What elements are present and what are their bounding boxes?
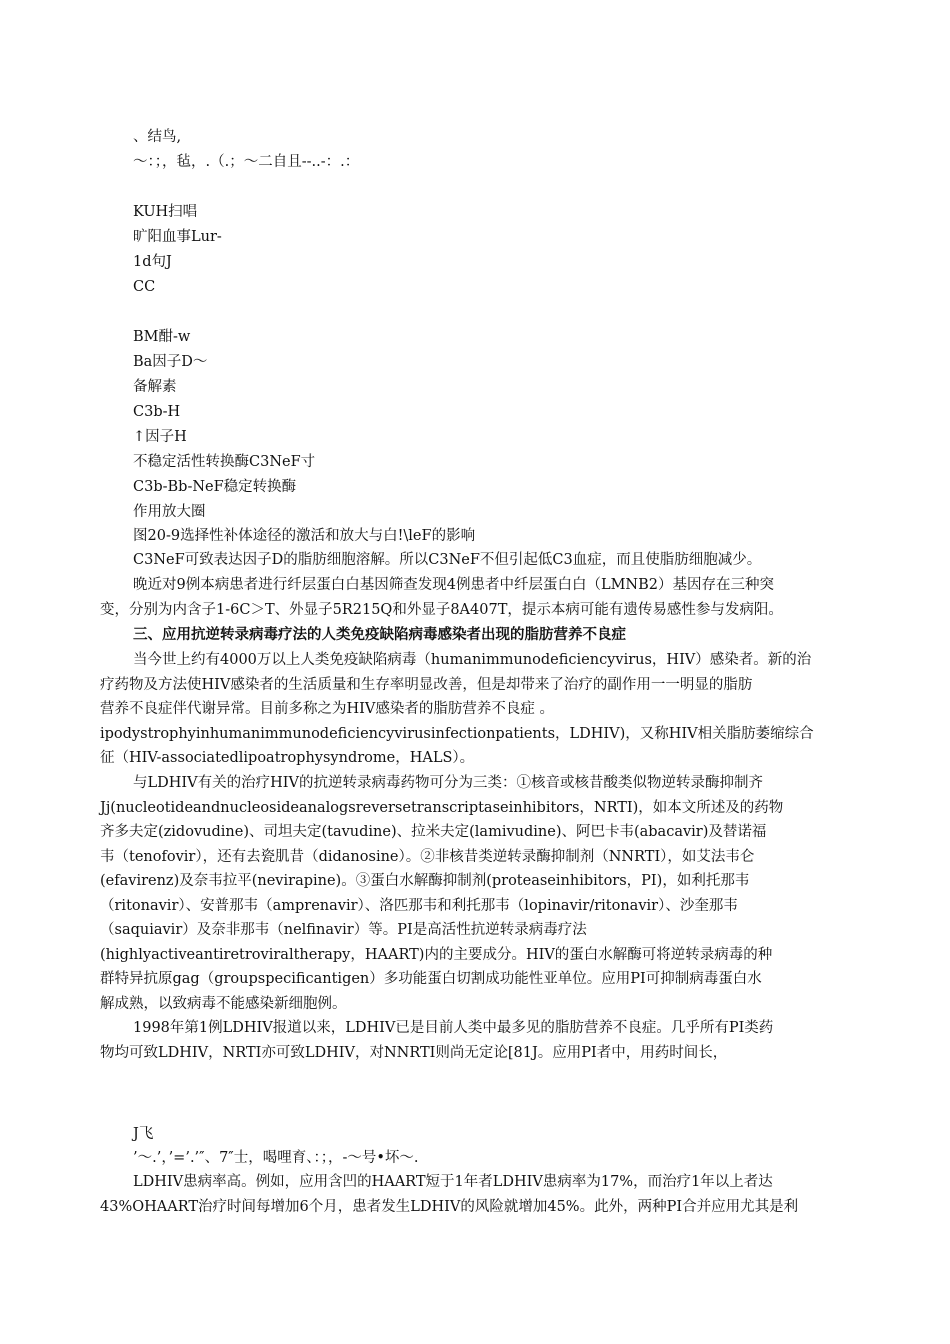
- paragraph-line: ipodystrophyinhumanimmunodeficiencyvirusinfectionpatients，LDHIV)，又称HIV相关脂肪萎缩综合: [100, 725, 814, 742]
- fragment-line: J飞: [133, 1126, 154, 1142]
- paragraph-line: （ritonavir）、安普那韦（amprenavir）、洛匹那韦和利托那韦（lopinavir/ritonavir）、沙奎那韦: [100, 897, 738, 914]
- paragraph-line: （saquiavir）及奈非那韦（nelfinavir）等。PI是高活性抗逆转录病毒疗法: [100, 922, 587, 938]
- fragment-line: Ba因子D～: [133, 354, 208, 370]
- paragraph-line: 当今世上约有4000万以上人类免疫缺陷病毒（humanimmunodeficiencyvirus，HIV）感染者。新的治: [133, 652, 812, 668]
- section-heading: 三、应用抗逆转录病毒疗法的人类免疫缺陷病毒感染者出现的脂肪营养不良症: [133, 627, 626, 643]
- paragraph-prevalence: [100, 1170, 798, 1219]
- paragraph-lmnb2: [100, 573, 783, 622]
- fragment-line: 、结鸟,: [133, 129, 182, 145]
- paragraph-line: LDHIV患病率高。例如，应用含凹的HAART短于1年者LDHIV患病率为17%，而治疗1年以上者达: [133, 1174, 773, 1190]
- fragment-line: 作用放大圈: [133, 504, 206, 520]
- paragraph-line: 晚近对9例本病患者进行纤层蛋白白基因筛查发现4例患者中纤层蛋白白（LMNB2）基因存在三种突: [133, 577, 774, 593]
- paragraph-line: 解成熟，以致病毒不能感染新细胞例。: [100, 995, 347, 1012]
- paragraph-line: 韦（tenofovir），还有去瓷肌昔（didanosine）。②非核昔类逆转录酶抑制剂（NNRTI），如艾法韦仑: [100, 848, 755, 865]
- fragment-line: 备解素: [133, 379, 177, 395]
- fragment-line: 1d句J: [133, 254, 172, 270]
- paragraph-line: C3NeF可致表达因子D的脂肪细胞溶解。所以C3NeF不但引起低C3血症，而且使脂肪细胞减少。: [133, 552, 762, 568]
- paragraph-line: 43%OHAART治疗时间每增加6个月，患者发生LDHIV的风险就增加45%。此外，两种PI合并应用尤其是利: [100, 1198, 799, 1215]
- fragment-line: 不稳定活性转换酶C3NeF寸: [133, 454, 316, 470]
- fragment-line: C3b-H: [133, 404, 181, 420]
- paragraph-line: 群特异抗原gag（groupspecificantigen）多功能蛋白切割成功能性亚单位。应用PI可抑制病毒蛋白水: [100, 971, 762, 987]
- paragraph-hiv-intro: [100, 648, 814, 771]
- fragment-line: KUH扫唱: [133, 204, 198, 220]
- paragraph-line: Jj(nucleotideandnucleosideanalogsreversetranscriptaseinhibitors，NRTI)，如本文所述及的药物: [100, 799, 784, 816]
- paragraph-c3nef: [133, 548, 761, 573]
- paragraph-line: 征（HIV-associatedlipoatrophysyndrome，HALS）。: [100, 750, 475, 766]
- paragraph-line: 齐多夫定(zidovudine)、司坦夫定(tavudine)、拉米夫定(lamivudine)、阿巴卡韦(abacavir)及替诺福: [100, 824, 767, 840]
- paragraph-line: 1998年第1例LDHIV报道以来，LDHIV已是目前人类中最多见的脂肪营养不良症。几乎所有PI类药: [133, 1020, 774, 1036]
- paragraph-line: (highlyactiveantiretroviraltherapy，HAART)内的主要成分。HIV的蛋白水解酶可将逆转录病毒的种: [100, 946, 773, 963]
- fragment-line: ’～.’，’=’.’″、7″士，喝哩育、：；，-～号•坏～.: [133, 1150, 419, 1166]
- paragraph-1998: [100, 1016, 773, 1065]
- paragraph-drug-classes: [100, 771, 783, 1016]
- paragraph-line: 与LDHIV有关的治疗HIV的抗逆转录病毒药物可分为三类：①核音或核昔酸类似物逆转录酶抑制齐: [133, 775, 763, 791]
- paragraph-line: 物均可致LDHIV，NRTI亦可致LDHIV，对NNRTI则尚无定论[81J。应用PI者中，用药时间长，: [100, 1044, 728, 1061]
- fragment-line: CC: [133, 279, 156, 295]
- paragraph-line: 变，分别为内含子1-6C＞T、外显子5R215Q和外显子8A407T，提示本病可能有遗传易感性参与发病阳。: [100, 601, 783, 618]
- fragment-line: BM酣-w: [133, 329, 191, 345]
- fragment-line: ～：；，毡，.（.；～二自且--..-：.：: [133, 154, 360, 170]
- fragment-line: 旷阳血事Lur-: [133, 229, 222, 245]
- paragraph-line: 疗药物及方法使HIV感染者的生活质量和生存率明显改善，但是却带来了治疗的副作用一一明显的脂肪: [100, 676, 753, 693]
- paragraph-line: (efavirenz)及奈韦拉平(nevirapine)。③蛋白水解酶抑制剂(proteaseinhibitors，PI)，如利托那韦: [100, 873, 750, 889]
- figure-caption: 图20-9选择性补体途径的激活和放大与白!\leF的影响: [133, 528, 476, 544]
- fragment-line: ↑因子H: [133, 429, 187, 445]
- paragraph-line: 营养不良症伴代谢异常。目前多称之为HIV感染者的脂肪营养不良症 。: [100, 701, 554, 717]
- fragment-line: C3b-Bb-NeF稳定转换酶: [133, 479, 297, 495]
